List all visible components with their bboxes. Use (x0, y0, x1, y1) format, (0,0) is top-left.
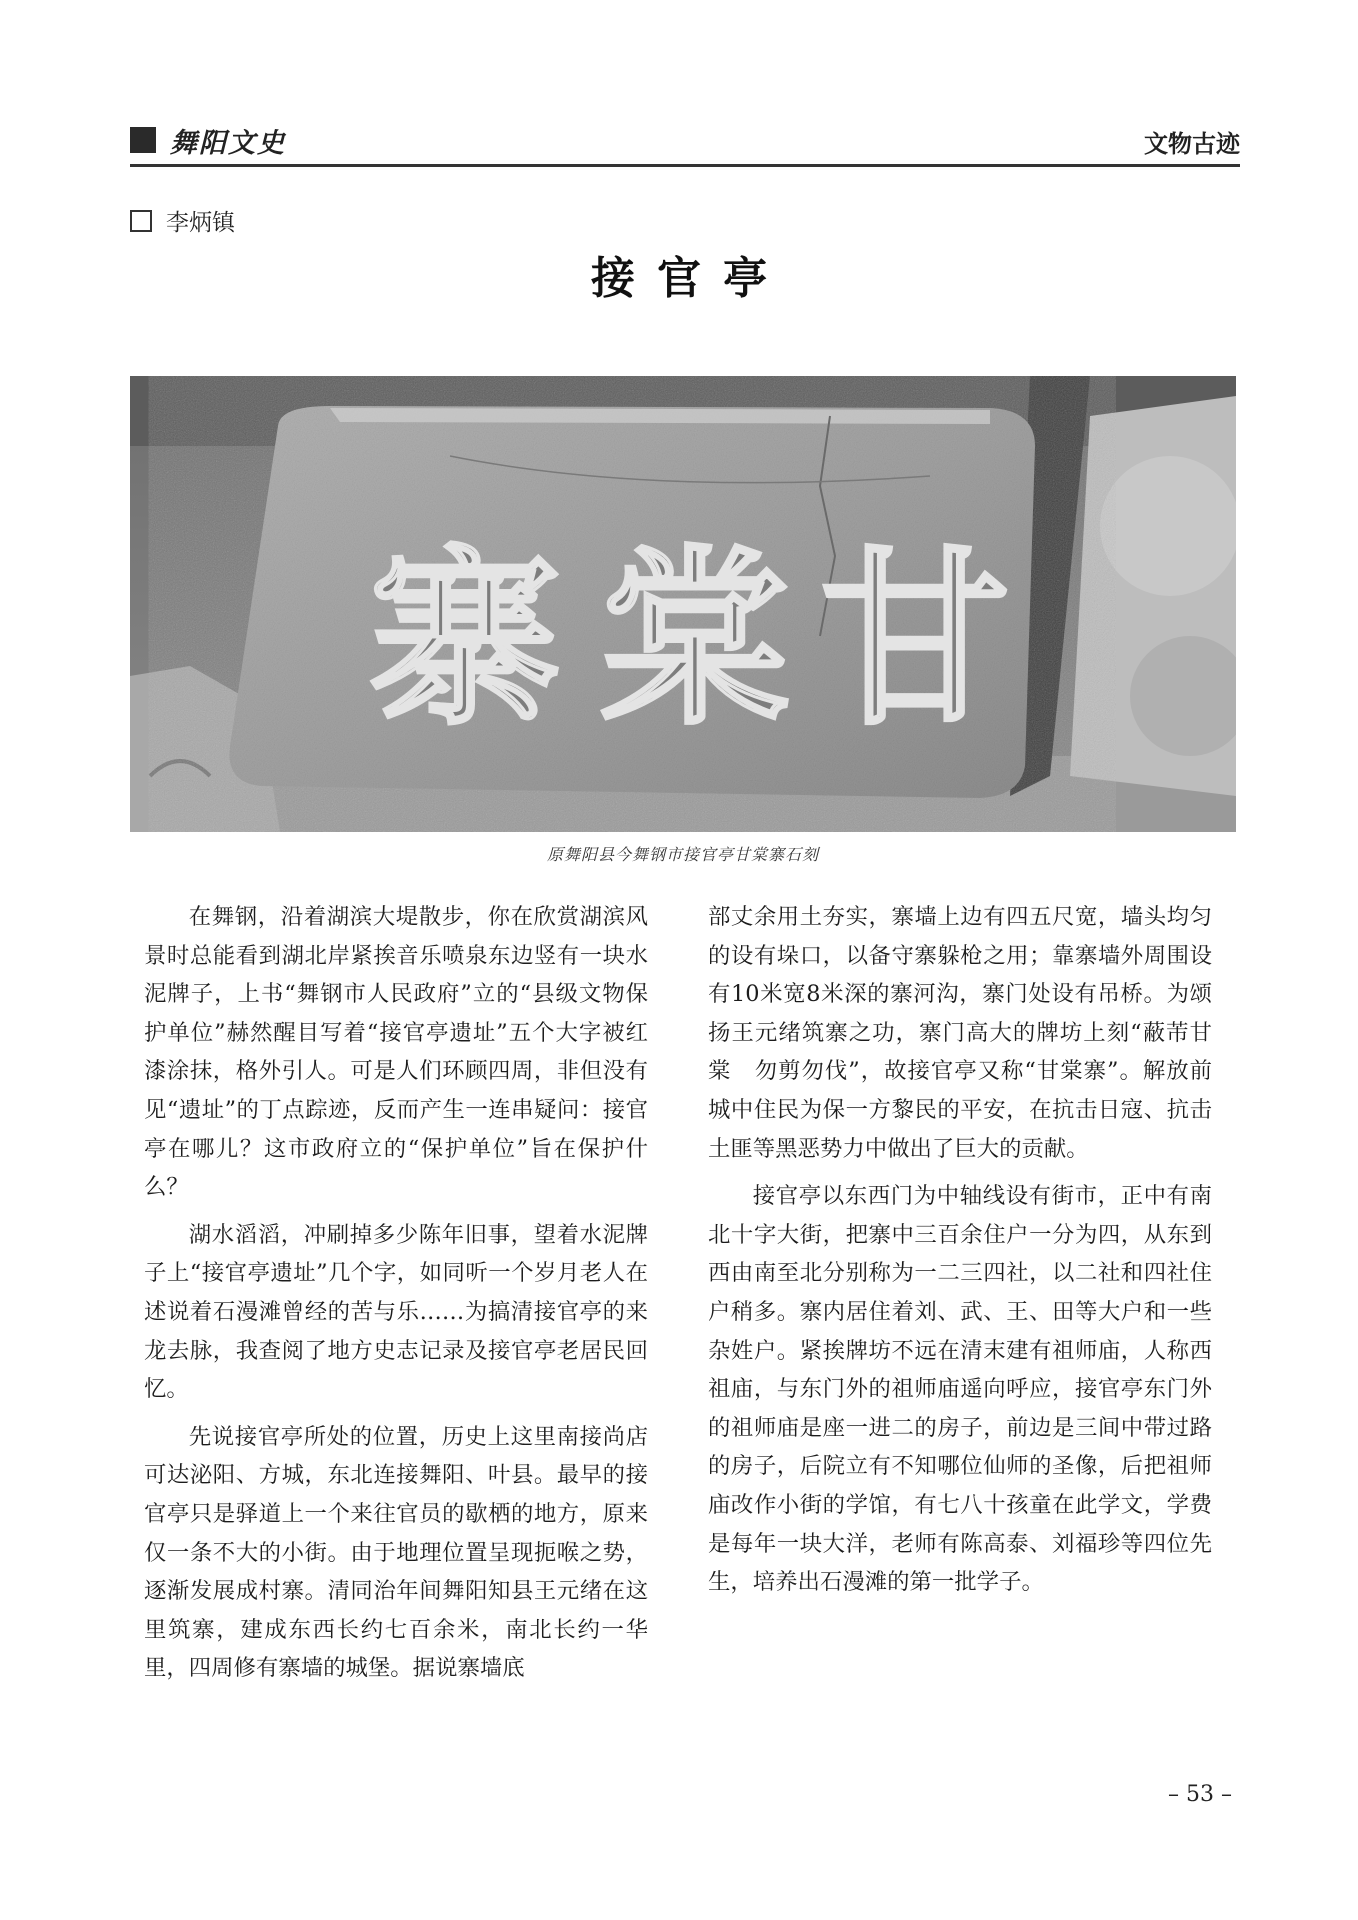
stone-tablet-photo (130, 376, 1236, 832)
journal-name: 舞阳文史 (170, 127, 286, 159)
tablet-inscription-char-3: 甘 (820, 528, 1011, 751)
paragraph: 接官亭以东西门为中轴线设有街市，正中有南北十字大街，把寨中三百余住户一分为四，从东到西由南至北分别称为一二三四社，以二社和四社住户稍多。寨内居住着刘、武、王、田等大户和一些杂姓户。紧挨牌坊不远在清末建有祖师庙，人称西祖庙，与东门外的祖师庙遥向呼应，接官亭东门外的祖师庙是座一进二的房子，前边是三间中带过路的房子，后院立有不知哪位仙师的圣像，后把祖师庙改作小街的学馆，有七八十孩童在此学文，学费是每年一块大洋，老师有陈高泰、刘福珍等四位先生，培养出石漫滩的第一批学子。 (708, 1183, 1212, 1596)
tablet-inscription-char-1: 寨 (370, 528, 561, 751)
section-name: 文物古迹 (1144, 130, 1240, 158)
paragraph: 部丈余用土夯实，寨墙上边有四五尺宽，墙头均匀的设有垛口，以备守寨躲枪之用；靠寨墙外周围设有10米宽8米深的寨河沟，寨门处设有吊桥。为颂扬王元绪筑寨之功，寨门高大的牌坊上刻“蔽芾甘棠 勿剪勿伐”，故接官亭又称“甘棠寨”。解放前城中住民为保一方黎民的平安，在抗击日寇、抗击土匪等黑恶势力中做出了巨大的贡献。 (708, 904, 1212, 1162)
paragraph: 在舞钢，沿着湖滨大堤散步，你在欣赏湖滨风景时总能看到湖北岸紧挨音乐喷泉东边竖有一块水泥牌子，上书“舞钢市人民政府”立的“县级文物保护单位”赫然醒目写着“接官亭遗址”五个大字被红漆涂抹，格外引人。可是人们环顾四周，非但没有见“遗址”的丁点踪迹，反而产生一连串疑问：接官亭在哪儿？这市政府立的“保护单位”旨在保护什么？ (144, 904, 648, 1201)
body-column-right (708, 898, 1212, 1611)
tablet-inscription-char-2: 棠 (600, 528, 791, 751)
author-line (130, 204, 235, 237)
photo-caption: 原舞阳县今舞钢市接官亭甘棠寨石刻 (546, 845, 819, 864)
article-title: 接官亭 (591, 253, 789, 304)
author-name: 李炳镇 (166, 210, 235, 236)
paragraph: 湖水滔滔，冲刷掉多少陈年旧事，望着水泥牌子上“接官亭遗址”几个字，如同听一个岁月老人在述说着石漫滩曾经的苦与乐……为搞清接官亭的来龙去脉，我查阅了地方史志记录及接官亭老居民回忆。 (144, 1221, 648, 1403)
header-rule (130, 164, 1240, 167)
page-number: – 53 – (1168, 1782, 1232, 1807)
header-square-mark (130, 127, 156, 153)
body-column-left (144, 898, 648, 1697)
author-box-icon (130, 210, 152, 232)
paragraph: 先说接官亭所处的位置，历史上这里南接尚店可达泌阳、方城，东北连接舞阳、叶县。最早的接官亭只是驿道上一个来往官员的歇栖的地方，原来仅一条不大的小街。由于地理位置呈现扼喉之势，逐渐发展成村寨。清同治年间舞阳知县王元绪在这里筑寨，建成东西长约七百余米，南北长约一华里，四周修有寨墙的城堡。据说寨墙底 (144, 1423, 648, 1682)
running-header (130, 122, 286, 158)
